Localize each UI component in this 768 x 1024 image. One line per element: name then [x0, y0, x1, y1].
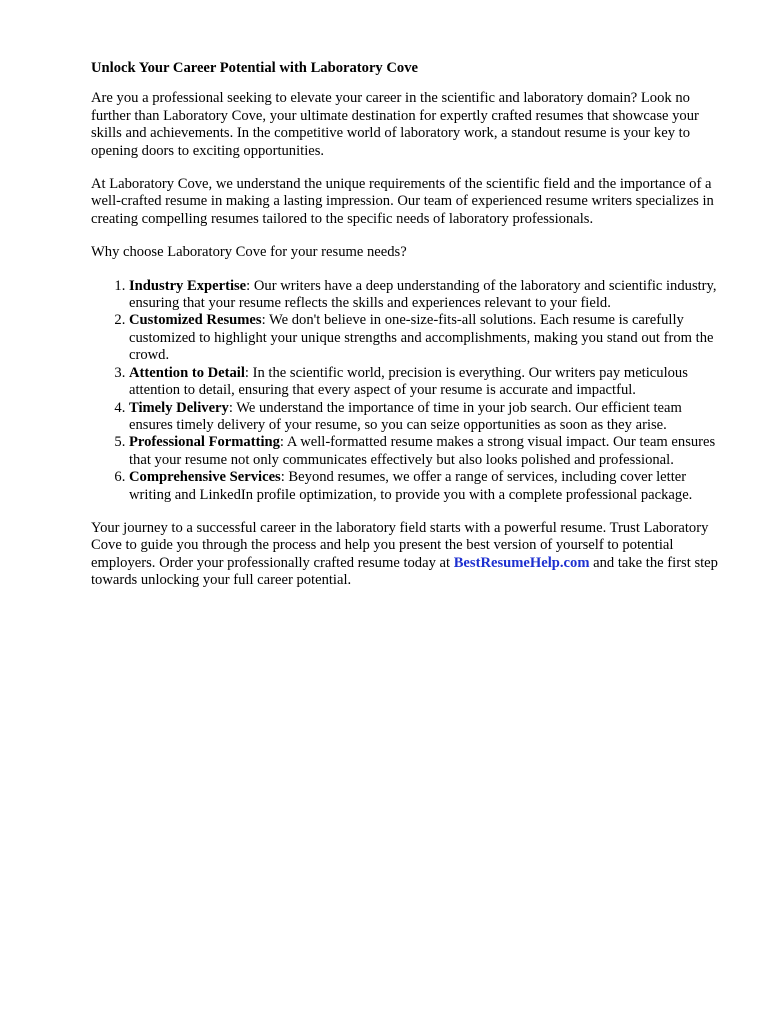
- reason-text: : Our writers have a deep understanding of the laboratory and scientific industry, ensuring that your resume reflects the skills and experiences relevant to your field.: [129, 277, 717, 312]
- reason-text: : We don't believe in one-size-fits-all solutions. Each resume is carefully customized to highlight your unique strengths and accomplishments, making you stand out from the crowd.: [129, 312, 714, 364]
- list-item: [129, 434, 723, 469]
- list-item: [129, 400, 723, 435]
- reason-text: : We understand the importance of time in your job search. Our efficient team ensures timely delivery of your resume, so you can seize opportunities as soon as they arise.: [129, 399, 682, 433]
- second-paragraph: At Laboratory Cove, we understand the unique requirements of the scientific field and the importance of a well-crafted resume in making a lasting impression. Our team of experienced resume writers specializes in creating compelling resumes tailored to the specific needs of laboratory professionals.: [91, 176, 714, 227]
- reason-term: Industry Expertise: [129, 277, 247, 294]
- reason-term: Attention to Detail: [129, 364, 245, 381]
- list-item: [129, 365, 723, 400]
- list-item: [129, 469, 723, 504]
- reason-term: Comprehensive Services: [129, 469, 281, 486]
- reason-term: Timely Delivery: [129, 399, 229, 416]
- intro-paragraph: Are you a professional seeking to elevate your career in the scientific and laboratory domain? Look no further than Laboratory Cove, your ultimate destination for expertly crafted resumes that showcase your skills and achievements. In the competitive world of laboratory work, a standout resume is your key to opening doors to exciting opportunities.: [91, 90, 699, 159]
- reason-term: Customized Resumes: [129, 312, 262, 329]
- list-intro: Why choose Laboratory Cove for your resume needs?: [91, 244, 407, 261]
- closing-text: Your journey to a successful career in the laboratory field starts with a powerful resume. Trust Laboratory Cove to guide you through the process and help you present the best version of yourself to potential employers. Order your professionally crafted resume today at: [91, 519, 709, 571]
- reason-term: Professional Formatting: [129, 434, 280, 451]
- closing-paragraph: [91, 520, 723, 590]
- list-item: [129, 278, 723, 313]
- best-resume-help-link[interactable]: BestResumeHelp.com: [453, 554, 590, 571]
- document-title: Unlock Your Career Potential with Laboratory Cove: [91, 60, 418, 76]
- list-item: [129, 312, 723, 364]
- reason-text: : Beyond resumes, we offer a range of services, including cover letter writing and LinkedIn profile optimization, to provide you with a complete professional package.: [129, 469, 693, 503]
- closing-text-end: and take the first step towards unlocking your full career potential.: [91, 554, 718, 589]
- reason-text: : In the scientific world, precision is everything. Our writers pay meticulous attention to detail, ensuring that every aspect of your resume is accurate and impactful.: [129, 364, 688, 399]
- reasons-list: [91, 278, 723, 504]
- reason-text: : A well-formatted resume makes a strong visual impact. Our team ensures that your resume not only communicates effectively but also looks polished and professional.: [129, 434, 716, 468]
- document-page: [91, 60, 723, 606]
